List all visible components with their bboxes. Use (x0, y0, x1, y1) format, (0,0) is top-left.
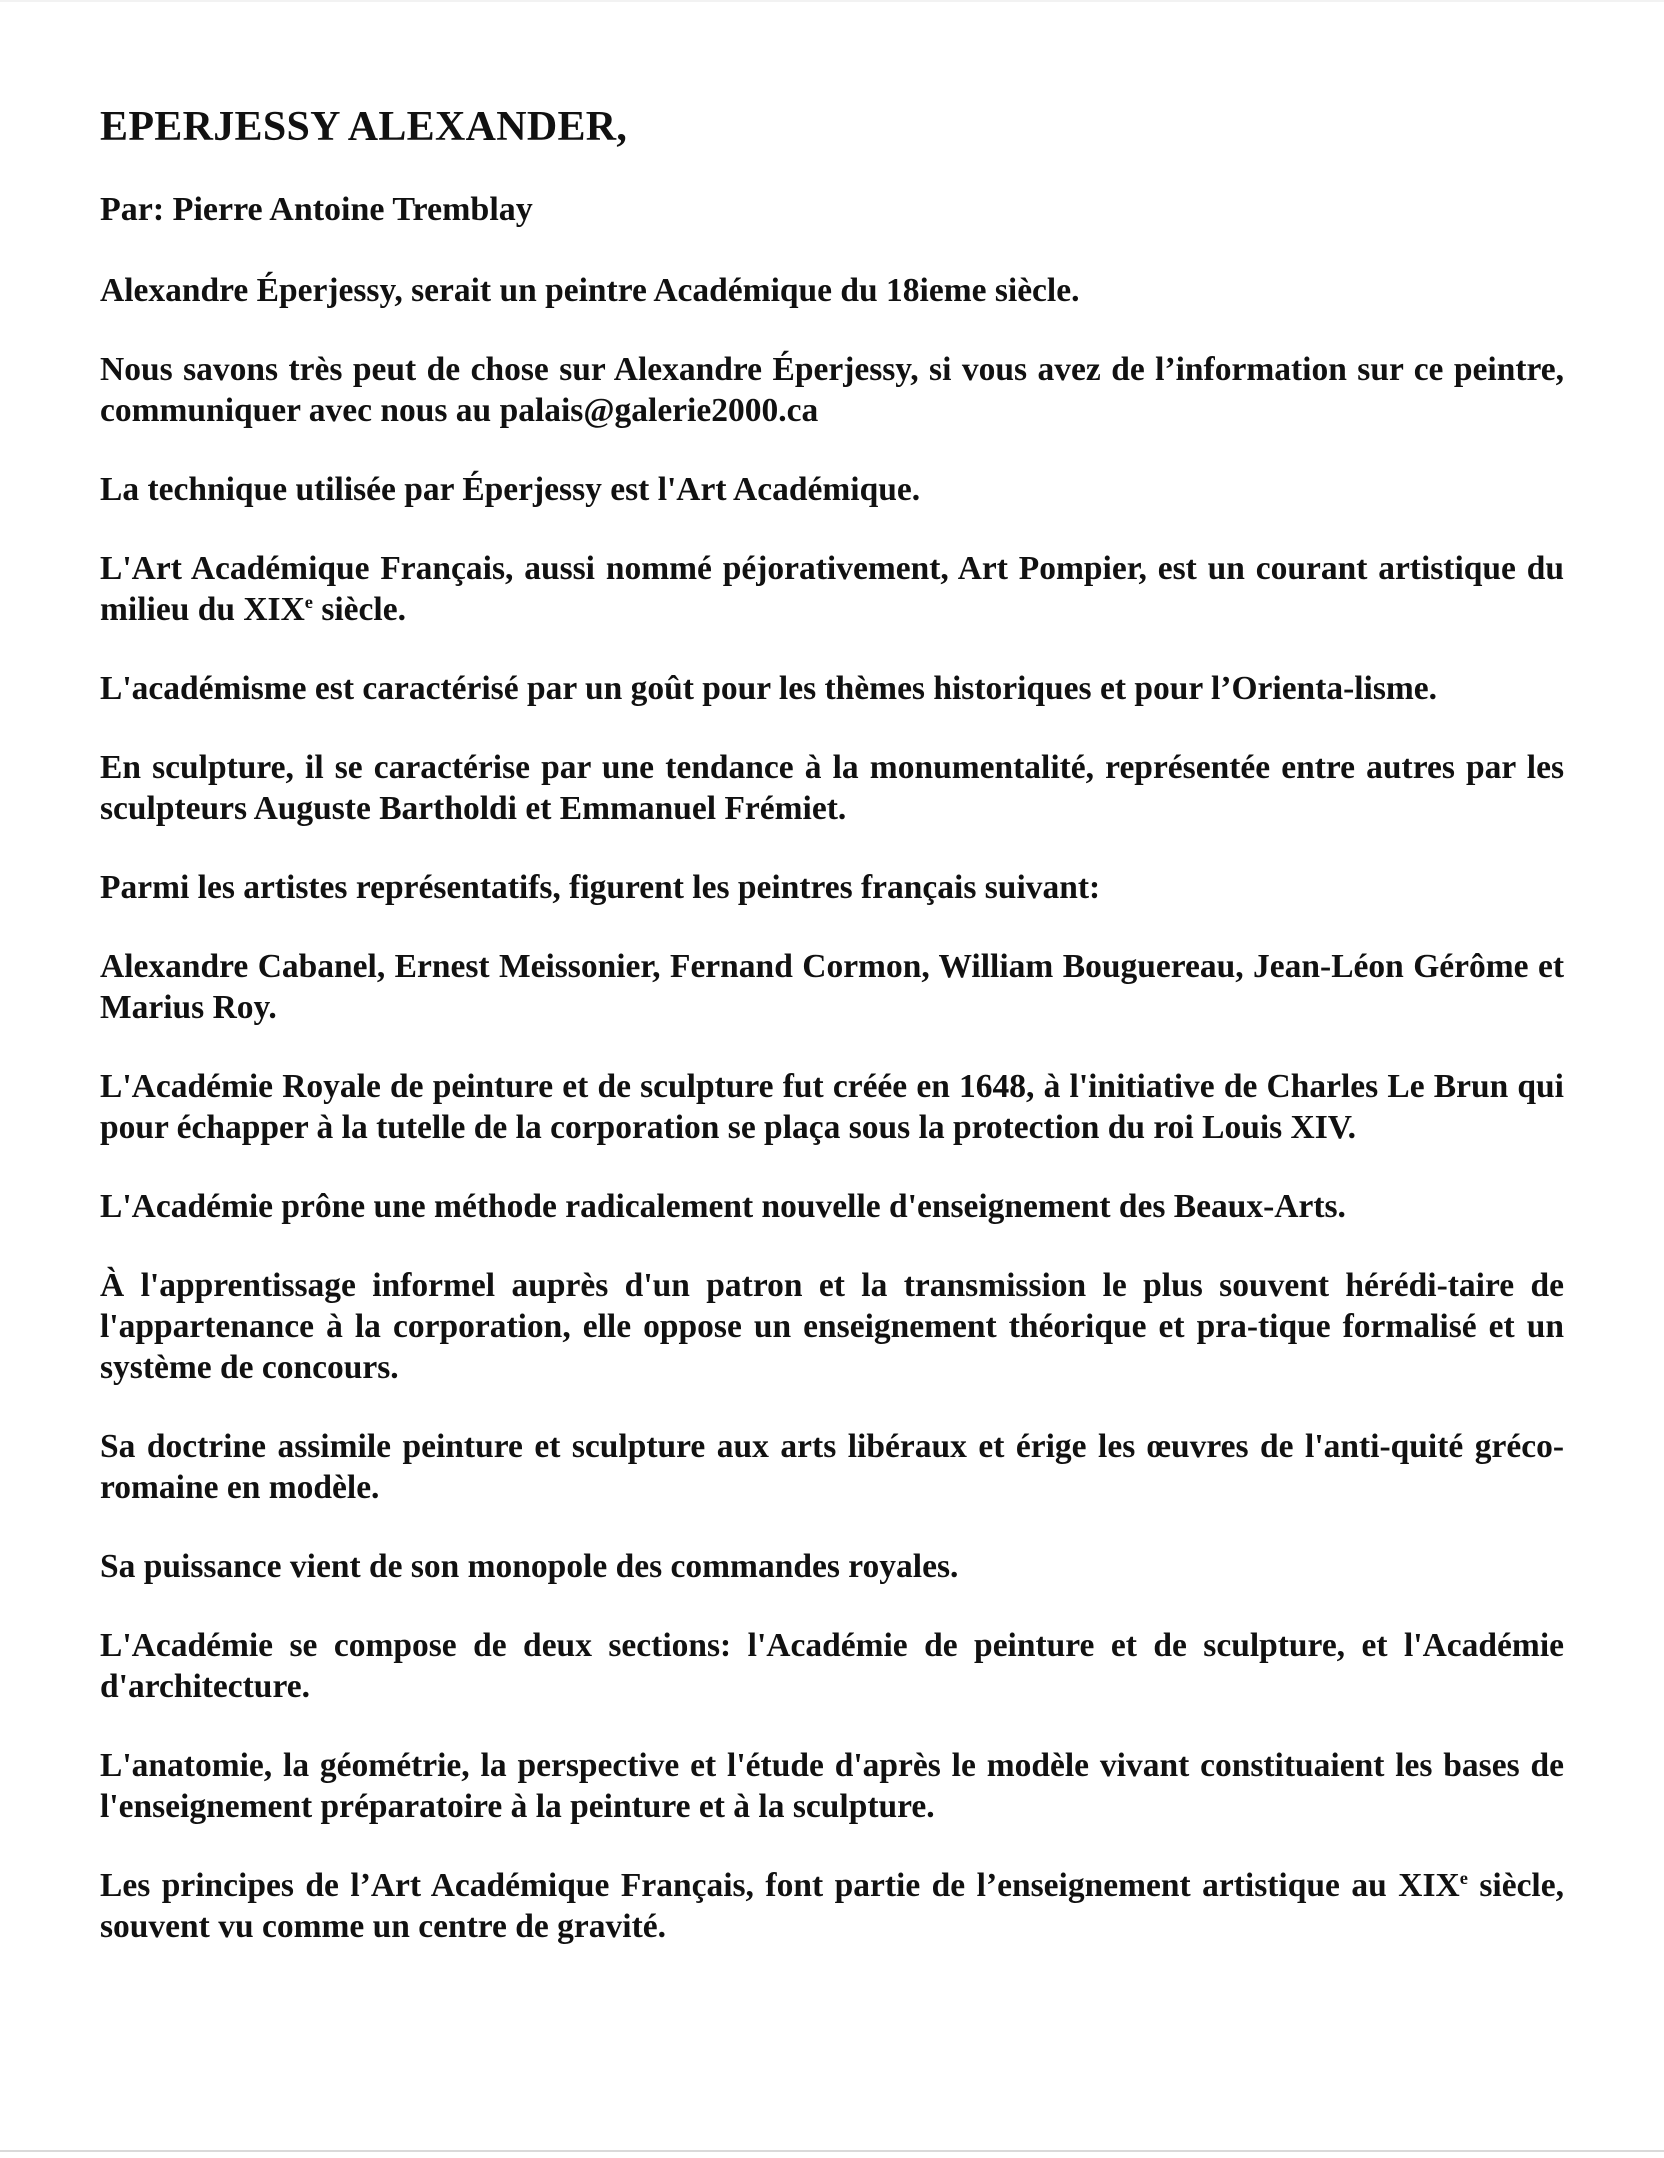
paragraph-artistes-intro: Parmi les artistes représentatifs, figurent les peintres français suivant: (100, 869, 1101, 906)
paragraph-puissance: Sa puissance vient de son monopole des commandes royales. (100, 1548, 959, 1585)
scan-edge-bottom (0, 2150, 1664, 2152)
document-title: EPERJESSY ALEXANDER, (100, 104, 628, 150)
paragraph-artistes-list: Alexandre Cabanel, Ernest Meissonier, Fernand Cormon, William Bouguereau, Jean-Léon Gérôme et Marius Roy. (100, 948, 1564, 1026)
paragraph-contact: Nous savons très peut de chose sur Alexandre Éperjessy, si vous avez de l’information sur ce peintre, communiquer avec nous au palais@galerie2000.ca (100, 351, 1564, 429)
scan-edge-top (0, 0, 1664, 2)
paragraph-apprentissage: À l'apprentissage informel auprès d'un patron et la transmission le plus souvent hérédi-taire de l'appartenance à la corporation, elle oppose un enseignement théorique et pra-tique formalisé et un système de concours. (100, 1267, 1564, 1386)
document-author: Par: Pierre Antoine Tremblay (100, 191, 533, 228)
paragraph-sculpture: En sculpture, il se caractérise par une tendance à la monumentalité, représentée entre autres par les sculpteurs Auguste Bartholdi et Emmanuel Frémiet. (100, 749, 1564, 827)
paragraph-doctrine: Sa doctrine assimile peinture et sculpture aux arts libéraux et érige les œuvres de l'anti-quité gréco-romaine en modèle. (100, 1428, 1564, 1506)
document-body (100, 100, 1564, 1985)
paragraph-intro: Alexandre Éperjessy, serait un peintre Académique du 18ieme siècle. (100, 272, 1080, 309)
paragraph-technique: La technique utilisée par Éperjessy est l'Art Académique. (100, 471, 921, 508)
paragraph-methode: L'Académie prône une méthode radicalement nouvelle d'enseignement des Beaux-Arts. (100, 1188, 1346, 1225)
paragraph-academie-royale: L'Académie Royale de peinture et de sculpture fut créée en 1648, à l'initiative de Charles Le Brun qui pour échapper à la tutelle de la corporation se plaça sous la protection du roi Louis XIV. (100, 1068, 1564, 1146)
paragraph-anatomie: L'anatomie, la géométrie, la perspective et l'étude d'après le modèle vivant constituaient les bases de l'enseignement préparatoire à la peinture et à la sculpture. (100, 1747, 1564, 1825)
paragraph-academisme: L'académisme est caractérisé par un goût pour les thèmes historiques et pour l’Orienta-lisme. (100, 670, 1438, 707)
paragraph-sections: L'Académie se compose de deux sections: l'Académie de peinture et de sculpture, et l'Académie d'architecture. (100, 1627, 1564, 1705)
paragraph-art-academique: L'Art Académique Français, aussi nommé péjorativement, Art Pompier, est un courant artistique du milieu du XIXe siècle. (100, 550, 1564, 628)
paragraph-principes: Les principes de l’Art Académique Français, font partie de l’enseignement artistique au XIXe siècle, souvent vu comme un centre de gravité. (100, 1867, 1564, 1945)
